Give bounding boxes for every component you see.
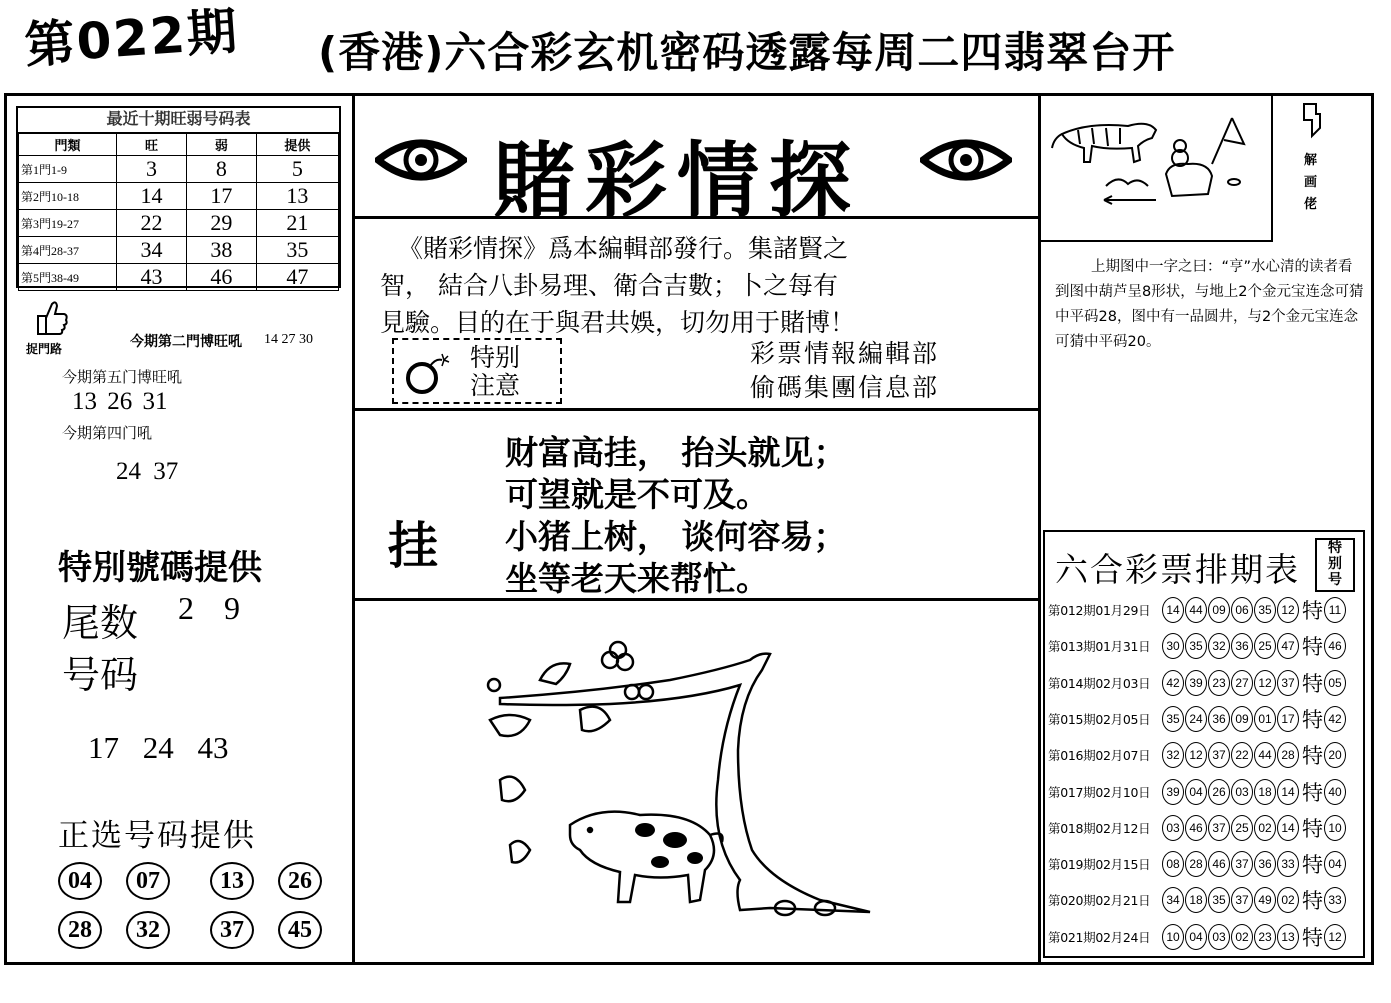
pointing-hand-icon [1300,100,1326,140]
number-ball: 44 [1254,742,1276,768]
number-ball: 28 [1185,851,1207,877]
special-ball: 05 [1324,670,1346,696]
riddle-text: 上期图中一字之曰：“亨”水心清的读者看到图中葫芦呈8形状，与地上2个金元宝连念可猜中平码28，图中有一品圆井，与2个金元宝连念可猜中平码20。 [1055,259,1364,350]
number-ball: 13 [1277,924,1299,950]
number-ball: 09 [1208,597,1230,623]
issue-number: 第022期 [22,2,241,75]
number-ball: 17 [1277,706,1299,732]
special-ball: 46 [1324,633,1346,659]
divider-left [352,96,355,962]
col-header: 旺 [117,133,187,156]
pick-ball: 26 [278,862,322,900]
hot-cell: 22 [117,210,187,237]
schedule-date: 第016期02月07日 [1048,748,1151,764]
special-ball: 40 [1324,779,1346,805]
row-label: 第1門1-9 [19,156,117,183]
row-label: 第5門38-49 [19,264,117,291]
number-ball: 36 [1208,706,1230,732]
divider-right [1038,96,1041,962]
number-ball: 36 [1231,633,1253,659]
special-marker: 特 [1302,889,1323,914]
number-ball: 25 [1254,633,1276,659]
number-ball: 06 [1231,597,1253,623]
row-label: 第2門10-18 [19,183,117,210]
number-ball: 37 [1208,742,1230,768]
number-ball: 23 [1254,924,1276,950]
number-ball: 02 [1231,924,1253,950]
pick-ball: 37 [210,911,254,949]
row-label: 第4門28-37 [19,237,117,264]
number-ball: 04 [1185,779,1207,805]
number-ball: 26 [1208,779,1230,805]
schedule-date: 第014期02月03日 [1048,675,1151,691]
poem-line: 小猪上树， 谈何容易； [505,517,847,556]
special-marker: 特 [1302,780,1323,805]
schedule-table [1043,530,1365,958]
col-header: 弱 [186,133,256,156]
number-ball: 35 [1254,597,1276,623]
special-ball: 04 [1324,851,1346,877]
number-ball: 49 [1254,887,1276,913]
number-ball: 14 [1162,597,1184,623]
number-ball: 18 [1254,779,1276,805]
col-header: 門類 [19,133,117,156]
hot-cell: 34 [117,237,187,264]
offer-cell: 13 [256,183,338,210]
schedule-row [1048,776,1347,808]
number-ball: 14 [1277,815,1299,841]
number-ball: 10 [1162,924,1184,950]
number-ball: 02 [1277,887,1299,913]
gate4-label: 今期第四门吼 [62,426,153,442]
number-ball: 25 [1231,815,1253,841]
notice-text [470,344,520,400]
special-marker: 特 [1302,816,1323,841]
eye-icon [920,132,1012,188]
schedule-row [1048,884,1347,916]
table-row [19,264,339,291]
bomb-icon [402,350,452,396]
gate5-numbers: 13 26 31 [72,388,168,415]
number-ball: 02 [1254,815,1276,841]
poem-line: 可望就是不可及。 [505,475,769,514]
schedule-row [1048,921,1347,953]
cold-cell: 29 [186,210,256,237]
number-ball: 18 [1185,887,1207,913]
number-ball: 44 [1185,597,1207,623]
number-ball: 12 [1277,597,1299,623]
number-ball: 39 [1185,670,1207,696]
hot-cell: 14 [117,183,187,210]
number-ball: 08 [1162,851,1184,877]
number-ball: 03 [1231,779,1253,805]
number-ball: 34 [1162,887,1184,913]
divider-center-2 [352,408,1040,411]
divider-pic-label [1271,96,1273,242]
special-marker: 特 [1302,599,1323,623]
tree-pig-illustration [470,640,890,930]
table-row [19,183,339,210]
number-ball: 47 [1277,633,1299,659]
schedule-date: 第021期02月24日 [1048,929,1151,945]
cold-cell: 17 [186,183,256,210]
number-ball: 39 [1162,779,1184,805]
pick-ball: 07 [126,862,170,900]
number-ball: 42 [1162,670,1184,696]
special-ball: 42 [1324,706,1346,732]
pick-ball: 32 [126,911,170,949]
number-ball: 33 [1277,851,1299,877]
intro-line: 智， 結合八卦易理、衛合吉數；卜之每有 [380,271,838,300]
special-header-char: 号 [1328,572,1342,588]
number-ball: 37 [1231,851,1253,877]
number-ball: 46 [1208,851,1230,877]
schedule-date: 第018期02月12日 [1048,820,1151,836]
poem [505,432,847,600]
intro-line: 《賭彩情探》爲本編輯部發行。集諸賢之 [398,234,849,263]
number-ball: 30 [1162,633,1184,659]
schedule-date: 第019期02月15日 [1048,857,1151,873]
poem-line: 财富高挂， 抬头就见； [505,433,847,472]
number-ball: 35 [1162,706,1184,732]
number-ball: 35 [1208,887,1230,913]
table-row [19,156,339,183]
table-row [19,210,339,237]
page-title: (香港)六合彩玄机密码透露每周二四翡翠台开 [318,28,1176,77]
masthead [375,108,1015,229]
schedule-date: 第012期01月29日 [1048,603,1151,618]
special-marker: 特 [1302,635,1323,660]
picks-title: 正选号码提供 [58,818,256,854]
eye-icon [375,132,467,188]
pick-ball: 28 [58,911,102,949]
dept-1: 彩票情報編輯部 [750,339,940,368]
hot-cell: 43 [117,264,187,291]
notice-box [392,338,562,404]
number-label: 号码 [62,653,139,697]
intro-text [380,230,1030,341]
table-row [19,237,339,264]
number-ball: 04 [1185,924,1207,950]
number-ball: 03 [1162,815,1184,841]
history-table [16,106,341,288]
pick-ball: 13 [210,862,254,900]
gate2-label: 今期第二門博旺吼 [130,335,242,350]
schedule-row [1048,594,1347,626]
special-number-title: 特別號碼提供 [58,548,262,588]
hint-label: 捉門路 [26,342,63,356]
gate2-numbers: 14 27 30 [264,332,313,347]
number-ball: 23 [1208,670,1230,696]
gate5-label: 今期第五门博旺吼 [62,370,183,386]
schedule-row [1048,630,1347,662]
number-ball: 12 [1254,670,1276,696]
special-marker: 特 [1302,853,1323,878]
schedule-date: 第015期02月05日 [1048,711,1151,727]
notice-line: 注意 [470,371,521,400]
intro-line: 見驗。目的在于與君共娛，切勿用于賭博！ [380,308,856,337]
tail-numbers: 2 9 [178,590,240,626]
pick-ball: 04 [58,862,102,900]
thumbs-up-icon [30,296,70,338]
notice-line: 特别 [470,343,521,372]
number-ball: 12 [1185,742,1207,768]
cold-cell: 38 [186,237,256,264]
divider-pic-bottom [1040,240,1272,242]
poem-line: 坐等老天来帮忙。 [505,559,769,598]
number-ball: 03 [1208,924,1230,950]
history-table-header [19,133,339,156]
special-marker: 特 [1302,671,1323,696]
number-ball: 14 [1277,779,1299,805]
special-marker: 特 [1302,707,1323,732]
offer-cell: 21 [256,210,338,237]
poem-key-char: 挂 [388,517,438,575]
pic-label: 解画佬 [1304,153,1318,212]
offer-cell: 5 [256,156,338,183]
schedule-row [1048,739,1347,771]
cold-cell: 8 [186,156,256,183]
number-ball: 27 [1231,670,1253,696]
number-ball: 35 [1185,633,1207,659]
hot-cell: 3 [117,156,187,183]
schedule-row [1048,667,1347,699]
history-table-title: 最近十期旺弱号码表 [18,108,339,134]
special-ball: 20 [1324,742,1346,768]
special-ball: 10 [1324,815,1346,841]
offer-cell: 47 [256,264,338,291]
number-ball: 32 [1208,633,1230,659]
number-ball: 37 [1277,670,1299,696]
cold-cell: 46 [186,264,256,291]
schedule-date: 第013期01月31日 [1048,639,1151,655]
number-ball: 22 [1231,742,1253,768]
special-ball: 11 [1324,597,1346,623]
number-ball: 24 [1185,706,1207,732]
number-ball: 37 [1208,815,1230,841]
special-ball: 12 [1324,924,1346,950]
tail-label: 尾数 [62,601,139,645]
schedule-row [1048,848,1347,880]
number-ball: 46 [1185,815,1207,841]
number-ball: 32 [1162,742,1184,768]
special-marker: 特 [1302,744,1323,769]
schedule-date: 第017期02月10日 [1048,784,1151,800]
puzzle-illustration [1048,104,1268,214]
special-header [1315,538,1355,592]
schedule-title: 六合彩票排期表 [1055,550,1300,589]
dept-2: 偷碼集團信息部 [750,373,940,402]
pick-ball: 45 [278,911,322,949]
row-label: 第3門19-27 [19,210,117,237]
number-ball: 28 [1277,742,1299,768]
number-ball: 01 [1254,706,1276,732]
special-header-char: 特 [1328,540,1342,556]
schedule-row [1048,703,1347,735]
masthead-title: 賭彩情探 [493,133,862,229]
special-numbers: 17 24 43 [88,730,229,765]
number-ball: 36 [1254,851,1276,877]
number-ball: 09 [1231,706,1253,732]
gate4-numbers: 24 37 [116,458,179,485]
special-header-char: 别 [1328,556,1342,572]
special-marker: 特 [1302,925,1323,950]
special-ball: 33 [1324,887,1346,913]
offer-cell: 35 [256,237,338,264]
number-ball: 37 [1231,887,1253,913]
col-header: 提供 [256,133,338,156]
schedule-row [1048,812,1347,844]
schedule-date: 第020期02月21日 [1048,893,1151,909]
